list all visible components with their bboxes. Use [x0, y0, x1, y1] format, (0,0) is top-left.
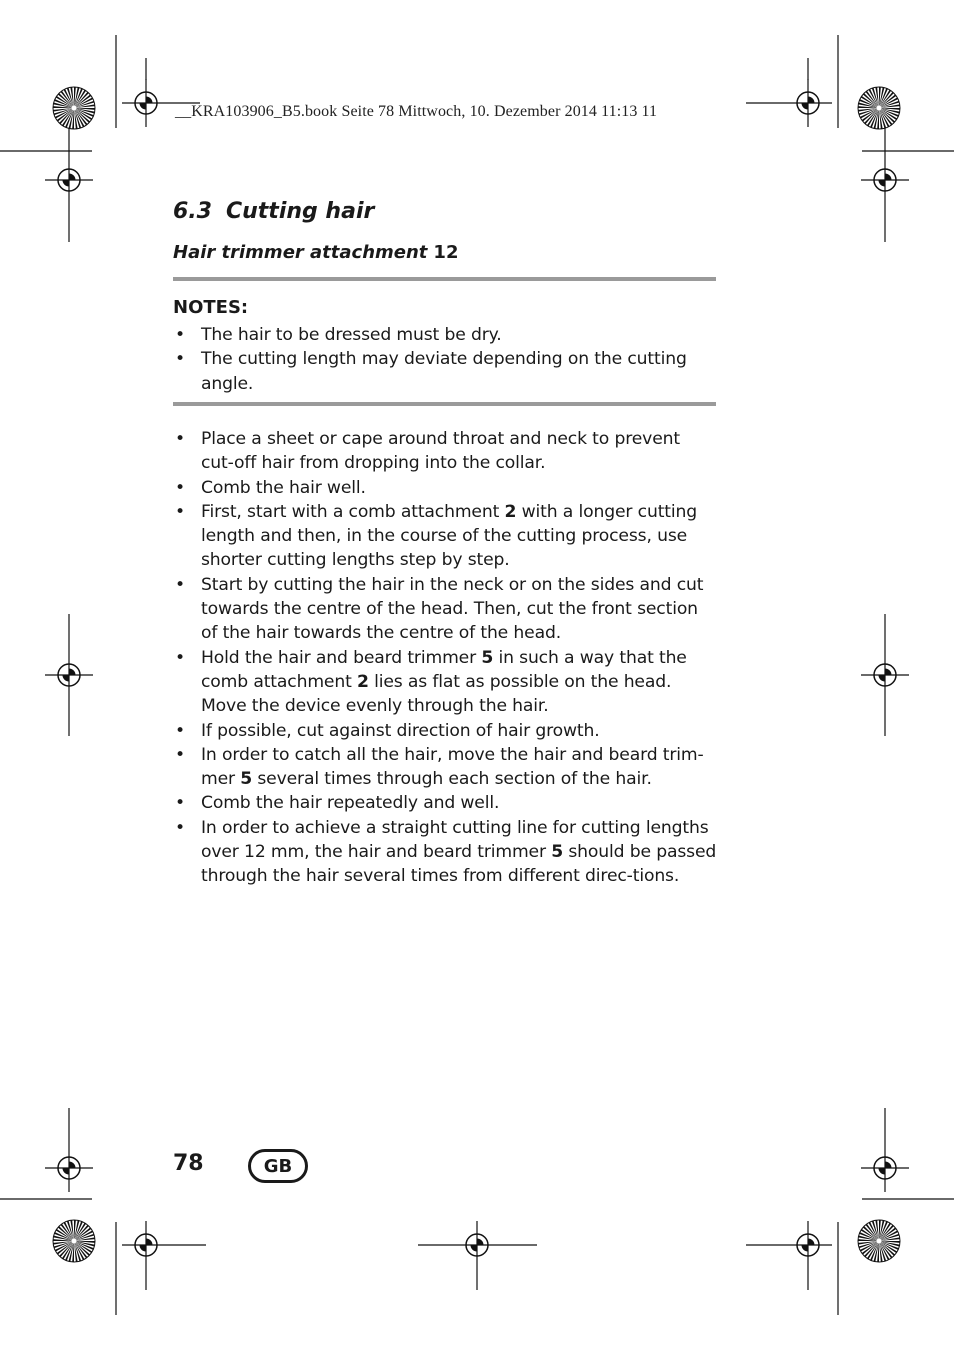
notes-title: NOTES:: [173, 297, 249, 318]
instruction-text: Start by cutting the hair in the neck or on the sides and cut towards the centre of the head. Then, cut the front section of the hair towards the centre of the head.: [201, 574, 704, 644]
notes-top-rule: [173, 277, 716, 281]
registration-quadrant: [885, 669, 892, 676]
registration-quadrant: [69, 1162, 76, 1169]
registration-quadrant: [879, 180, 886, 187]
note-item: • The cutting length may deviate depending on the cutting angle.: [173, 347, 718, 396]
instruction-text: several times through each section of the hair.: [252, 769, 652, 790]
instruction-item: [173, 719, 718, 743]
registration-quadrant: [146, 97, 153, 104]
part-reference-number: 2: [356, 671, 369, 692]
starburst-center: [72, 1239, 77, 1244]
registration-quadrant: [802, 103, 809, 110]
registration-quadrant: [63, 1168, 70, 1175]
language-badge: [248, 1149, 308, 1183]
instruction-text: First, start with a comb attachment: [201, 501, 505, 522]
instruction-item: [173, 646, 718, 719]
registration-quadrant: [808, 97, 815, 104]
notes-list: [173, 323, 718, 396]
registration-quadrant: [477, 1239, 484, 1246]
registration-quadrant: [885, 1162, 892, 1169]
section-title-text: Cutting hair: [225, 199, 375, 224]
registration-quadrant: [879, 1168, 886, 1175]
instruction-item: [173, 500, 718, 573]
instruction-item: [173, 427, 718, 476]
note-item: • The hair to be dressed must be dry.: [173, 323, 718, 347]
language-code: GB: [263, 1155, 293, 1177]
instruction-text: lies as flat as possible on the head. Move the device evenly through the hair.: [201, 671, 672, 717]
instruction-item: [173, 816, 718, 889]
section-number: 6.3: [173, 199, 212, 224]
registration-quadrant: [69, 669, 76, 676]
part-reference-number: 2: [504, 501, 517, 522]
subheading: [173, 242, 458, 263]
registration-quadrant: [63, 180, 70, 187]
print-header: __KRA103906_B5.book Seite 78 Mittwoch, 10. Dezember 2014 11:13 11: [175, 103, 658, 120]
starburst-center: [72, 106, 77, 111]
registration-quadrant: [879, 675, 886, 682]
instruction-text: In order to catch all the hair, move the hair and beard trim-mer: [201, 744, 704, 790]
registration-quadrant: [140, 103, 147, 110]
registration-quadrant: [146, 1239, 153, 1246]
instruction-text: Comb the hair repeatedly and well.: [201, 793, 500, 814]
notes-bottom-rule: [173, 402, 716, 406]
instruction-item: [173, 791, 718, 815]
registration-quadrant: [471, 1245, 478, 1252]
instruction-text: in such a way that the comb attachment: [201, 647, 687, 692]
part-reference-number: 5: [551, 842, 564, 863]
subheading-text: Hair trimmer attachment: [173, 242, 428, 263]
registration-quadrant: [802, 1245, 809, 1252]
instruction-item: [173, 573, 718, 646]
instruction-list: [173, 427, 718, 889]
registration-quadrant: [69, 174, 76, 181]
instruction-text: If possible, cut against direction of hair growth.: [201, 720, 600, 741]
part-reference-number: 5: [481, 647, 494, 668]
registration-quadrant: [140, 1245, 147, 1252]
registration-quadrant: [63, 675, 70, 682]
part-reference-number: 5: [240, 769, 253, 790]
subheading-ref: 12: [433, 242, 459, 263]
instruction-item: [173, 743, 718, 792]
instruction-text: with a longer cutting length and then, in the course of the cutting process, use shorter cutting lengths step by step.: [201, 501, 697, 571]
starburst-center: [877, 106, 882, 111]
registration-quadrant: [808, 1239, 815, 1246]
page-number: 78: [173, 1151, 204, 1176]
instruction-text: Hold the hair and beard trimmer: [201, 647, 482, 668]
instruction-text: should be passed through the hair several times from different direc-tions.: [201, 842, 717, 887]
instruction-text: In order to achieve a straight cutting line for cutting lengths over 12 mm, the hair and beard trimmer: [201, 817, 709, 863]
instruction-text: Comb the hair well.: [201, 477, 366, 498]
instruction-text: Place a sheet or cape around throat and neck to prevent cut-off hair from dropping into the collar.: [201, 429, 680, 474]
section-title: [173, 199, 374, 224]
registration-quadrant: [885, 174, 892, 181]
instruction-item: [173, 476, 718, 500]
starburst-center: [877, 1239, 882, 1244]
